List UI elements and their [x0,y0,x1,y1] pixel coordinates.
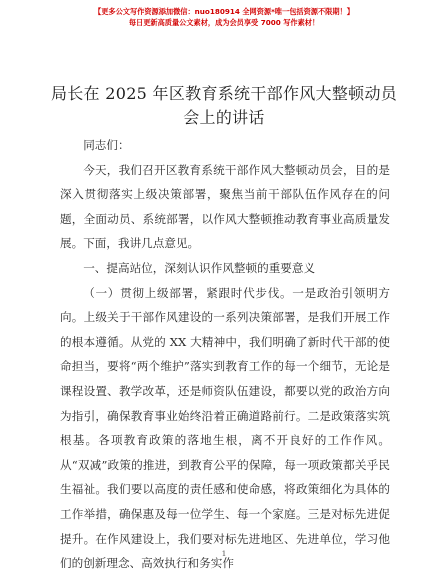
document-title [40,82,408,130]
header-banner [0,6,448,28]
banner-line-1: 【更多公文写作资源添加微信：nuo180914 全网资源*唯一包括资源不限期！】 [94,7,354,16]
salutation: 同志们： [83,138,130,152]
page-number: 1 [221,549,227,558]
section-heading-1: 一、提高站位，深刻认识作风整顿的重要意义 [83,260,316,275]
paragraph-intro: 今天，我们召开区教育系统干部作风大整顿动员会，目的是深入贯彻落实上级决策部署，聚焦当前干部队伍作风存在的问题，全面动员、系统部署，以作风大整顿推动教育事业高质量发展。下面，我讲几点意见。 [60,162,390,251]
paragraph-subsection-1: （一）贯彻上级部署，紧跟时代步伐。一是政治引领明方向。上级关于干部作风建设的一系列决策部署，是我们开展工作的根本遵循。从党的 XX 大精神中，我们明确了新时代干部的使命担当，要将“两个维护”落实到教育工作的每一个细节，无论是课程设置、教学改革，还是师资队伍建设，都要以党的政治方向为指引，确保教育事业始终沿着正确道路前行。二是政策落实筑根基。各项教育政策的落地生根，离不开良好的工作作风。从“双减”政策的推进，到教育公平的保障，每一项政策都关乎民生福祉。我们要以高度的责任感和使命感，将政策细化为具体的工作举措，确保惠及每一位学生、每一个家庭。三是对标先进促提升。在作风建设上，我们要对标先进地区、先进单位，学习他们的创新理念、高效执行和务实作 [60,285,390,571]
title-line-1: 局长在 2025 年区教育系统干部作风大整顿动员 [50,84,398,103]
document-body [60,133,390,576]
banner-line-2: 每日更新高质量公文素材，成为会员享受 7000 写作素材！ [128,18,320,27]
title-line-2: 会上的讲话 [183,108,265,127]
